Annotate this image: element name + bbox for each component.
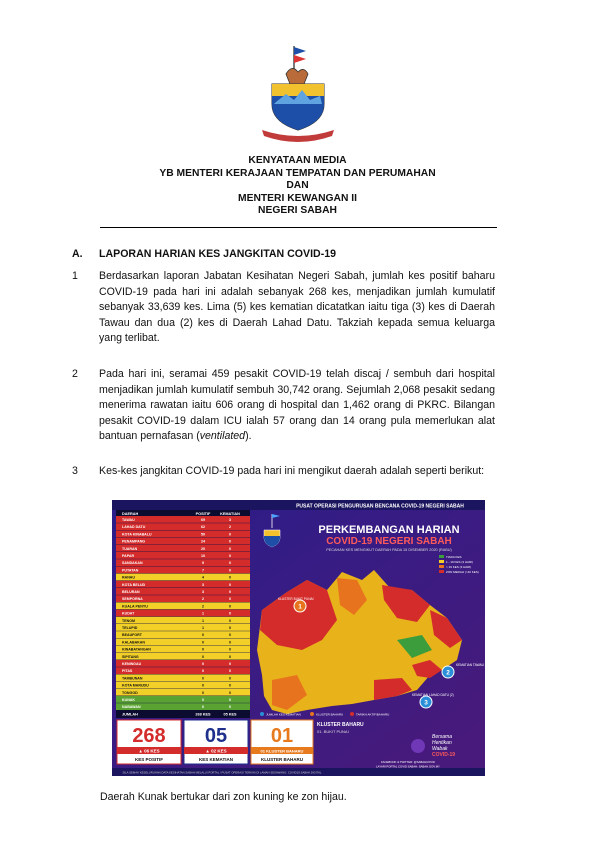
death-value: 0 [229, 647, 231, 652]
total-positif: 268 KES [195, 712, 211, 717]
slogan-3: Wabak [432, 746, 448, 752]
district-name: PITAS [122, 669, 133, 674]
legend-item: 1 - 19 KES (3 HARI) [446, 560, 474, 564]
positive-value: 0 [202, 669, 204, 674]
stat-box-death [184, 720, 248, 764]
positive-value: 0 [202, 633, 204, 638]
district-name: KOTA BELUD [122, 582, 146, 587]
district-name: SANDAKAN [122, 561, 143, 566]
info-subtitle: PECAHAN KES MENGIKUT DAERAH PADA 15 DISEMBER 2020 (RABU) [326, 548, 452, 552]
death-value: 0 [229, 654, 231, 659]
map-legend-item: TARIKH AKTIF/BAHARU [356, 712, 390, 717]
map-label-tawau: KEMATIAN TAWAU (3) [456, 663, 489, 667]
positive-value: 0 [202, 662, 204, 666]
district-name: KOTA KINABALU [122, 532, 152, 537]
district-name: NABAWAN [122, 705, 141, 710]
header-rule [100, 227, 497, 228]
cluster-count: 01 [270, 725, 294, 747]
death-value: 0 [229, 669, 231, 674]
stat-box-positive [117, 720, 181, 764]
district-name: TAWAU [122, 518, 135, 522]
death-value: 0 [229, 546, 231, 551]
positive-value: 20 [201, 546, 205, 551]
district-name: SEMPORNA [122, 597, 143, 602]
slogan-1: Bersama [432, 734, 453, 740]
legend-item: > 19 KES (3 HARI) [446, 565, 472, 569]
sabah-crest-logo [258, 44, 338, 140]
map-marker-1-label: 1 [298, 603, 302, 611]
paragraph-number: 3 [72, 465, 78, 477]
death-label: KES KEMATIAN [199, 757, 233, 762]
map-legend-item: KLUSTER BAHARU [316, 712, 344, 717]
death-count: 05 [204, 725, 228, 747]
positive-value: 7 [202, 568, 204, 573]
positive-value: 0 [202, 647, 204, 652]
positive-value: 0 [202, 698, 204, 702]
district-name: KUNAK [122, 698, 135, 702]
positive-value: 62 [201, 525, 205, 530]
map-label-cluster: KLUSTER BUKIT PUNAI [278, 597, 314, 601]
positive-value: 2 [202, 597, 204, 602]
death-value: 0 [229, 590, 231, 594]
paragraph-3 [72, 464, 495, 480]
section-label: A. [72, 248, 83, 260]
positive-count: 268 [132, 725, 166, 747]
district-name: BEAUFORT [122, 633, 142, 638]
cluster-title: KLUSTER BAHARU [317, 722, 364, 728]
positive-value: 0 [202, 676, 204, 681]
positive-value: 0 [202, 640, 204, 645]
district-name: BELURAN [122, 590, 140, 594]
death-value: 0 [229, 662, 231, 666]
district-name: TELUPID [122, 626, 138, 630]
paragraph-1 [72, 269, 495, 347]
death-value: 0 [229, 640, 231, 645]
legend-item: TIADA KES [446, 555, 462, 559]
table-header-daerah: DAERAH [122, 512, 139, 516]
district-name: KOTA MARUDU [122, 683, 149, 688]
footer-note: Daerah Kunak bertukar dari zon kuning ke zon hijau. [100, 791, 347, 803]
district-name: TONGOD [122, 690, 138, 695]
cluster-label: KLUSTER BAHARU [261, 757, 303, 762]
death-value: 0 [229, 597, 231, 602]
death-value: 0 [229, 698, 231, 702]
district-name: KINABATANGAN [122, 647, 151, 652]
district-name: TENOM [122, 618, 135, 623]
section-title: LAPORAN HARIAN KES JANGKITAN COVID-19 [99, 248, 337, 260]
table-header-positif: POSITIF [195, 512, 211, 516]
death-value: 0 [229, 611, 231, 616]
paragraph-text-end: ). [245, 430, 252, 443]
positive-value: 0 [202, 683, 204, 688]
paragraph-text-main: Pada hari ini, seramai 459 pesakit COVID-19 telah discaj / sembuh dari hospital menjadikan jumlah kumulatif sembuh 30,742 orang. Sejumlah 2,068 pesakit sedang menerima rawatan iaitu 606 orang di hospital dan 1,462 orang di PKRC. Bilangan pesakit COVID-19 dalam ICU ialah 57 orang dan 14 orang pula memerlukan alat bantuan pernafasan ( [99, 368, 495, 443]
positive-value: 0 [202, 654, 204, 659]
death-value: 0 [229, 676, 231, 681]
positive-value: 1 [202, 611, 204, 616]
death-value: 0 [229, 539, 231, 544]
positive-value: 50 [201, 532, 205, 537]
paragraph-number: 2 [72, 368, 78, 380]
portal-info: LAYARI PORTAL COVID SABAH: SABAH.GOV.MY [376, 764, 440, 769]
death-value: 0 [229, 554, 231, 558]
cluster-change: 01 KLUSTER BAHARU [260, 748, 304, 754]
positive-change: ▲ 06 KES [138, 748, 160, 754]
district-name: KUALA PENYU [122, 604, 148, 609]
positive-value: 0 [202, 690, 204, 695]
paragraph-text [99, 367, 495, 445]
info-title-2: COVID-19 NEGERI SABAH [326, 536, 452, 547]
death-value: 0 [229, 532, 231, 537]
positive-value: 69 [201, 518, 205, 522]
map-legend-item: JUMLAH KES KEMATIAN [266, 712, 301, 717]
header-line-2: YB MENTERI KERAJAAN TEMPATAN DAN PERUMAHAN [159, 167, 436, 179]
positive-value: 24 [201, 539, 205, 544]
paragraph-text-italic: ventilated [199, 430, 246, 443]
map-marker-2-label: 2 [446, 669, 450, 677]
death-value: 2 [229, 525, 231, 530]
positive-value: 1 [202, 618, 204, 623]
stat-box-cluster [251, 720, 313, 764]
positive-value: 9 [202, 561, 204, 566]
total-label: JUMLAH [122, 712, 138, 717]
death-value: 0 [229, 568, 231, 573]
positive-value: 3 [202, 590, 204, 594]
paragraph-2 [72, 367, 495, 445]
death-value: 0 [229, 705, 231, 710]
slogan-4: COVID-19 [432, 752, 456, 758]
paragraph-number: 1 [72, 270, 78, 282]
social-handle: FACEBOOK & TWITTER: @SABAHCOVID [381, 760, 435, 764]
district-name: TAMBUNAN [122, 676, 143, 681]
top-banner: PUSAT OPERASI PENGURUSAN BENCANA COVID-19 NEGERI SABAH [296, 503, 464, 510]
district-name: PENAMPANG [122, 539, 146, 544]
paragraph-text: Kes-kes jangkitan COVID-19 pada hari ini mengikut daerah adalah seperti berikut: [99, 465, 485, 477]
map-marker-3-label: 3 [424, 699, 428, 707]
district-name: KALABAKAN [122, 640, 145, 645]
district-name: PUTATAN [122, 568, 139, 573]
positive-label: KES POSITIF [134, 757, 164, 762]
death-change: ▲ 02 KES [205, 748, 227, 754]
covid-infographic [112, 500, 489, 776]
positive-value: 0 [202, 705, 204, 710]
death-value: 0 [229, 561, 231, 566]
death-value: 0 [229, 575, 231, 580]
positive-value: 10 [201, 554, 205, 558]
table-header-kematian: KEMATIAN [220, 512, 240, 516]
positive-value: 2 [202, 604, 204, 609]
death-value: 0 [229, 626, 231, 630]
death-value: 0 [229, 604, 231, 609]
table-rows [116, 516, 250, 710]
death-value: 0 [229, 683, 231, 688]
cluster-sub: 01. BUKIT PUNAI [317, 729, 349, 734]
district-name: LAHAD DATU [122, 525, 146, 530]
death-value: 0 [229, 633, 231, 638]
district-name: KUDAT [122, 611, 135, 616]
map-label-lahad-datu: KEMATIAN LAHAD DATU (2) [412, 693, 454, 697]
district-name: SIPITANG [122, 654, 139, 659]
header-line-1: KENYATAAN MEDIA [248, 155, 347, 166]
header-line-5: NEGERI SABAH [258, 205, 337, 216]
district-name: PAPAR [122, 554, 135, 558]
info-title-1: PERKEMBANGAN HARIAN [318, 524, 460, 536]
bottom-note: SILA SEMAK KESELURUHAN DATA KESIHATAN SABAH MELALUI PORTAL / PUSAT OPERASI TERKINI DI LAMAN SESAWANG: COVID19.SABAH.DIGITAL [122, 770, 322, 775]
death-value: 3 [229, 518, 231, 522]
positive-value: 1 [202, 626, 204, 630]
header-line-3: DAN [286, 180, 309, 191]
legend-item: ZON MERAH (>40 KES) [446, 570, 479, 574]
total-kematian: 05 KES [223, 712, 237, 717]
positive-value: 4 [202, 575, 204, 580]
district-name: KENINGAU [122, 662, 142, 666]
district-name: RANAU [122, 575, 135, 580]
paragraph-text: Berdasarkan laporan Jabatan Kesihatan Negeri Sabah, jumlah kes positif baharu COVID-19 pada hari ini adalah sebanyak 268 kes, menjadikan jumlah kumulatif sebanyak 33,639 kes. Lima (5) kes kematian dicatatkan iaitu tiga (3) kes di Daerah Tawau dan dua (2) kes di Daerah Lahad Datu. Takziah kepada semua keluarga yang terlibat. [99, 270, 495, 345]
death-value: 0 [229, 618, 231, 623]
death-value: 0 [229, 690, 231, 695]
district-name: TUARAN [122, 546, 138, 551]
slogan-2: Hentikan [432, 740, 452, 746]
header-line-4: MENTERI KEWANGAN II [238, 192, 357, 204]
death-value: 0 [229, 582, 231, 587]
positive-value: 3 [202, 582, 204, 587]
